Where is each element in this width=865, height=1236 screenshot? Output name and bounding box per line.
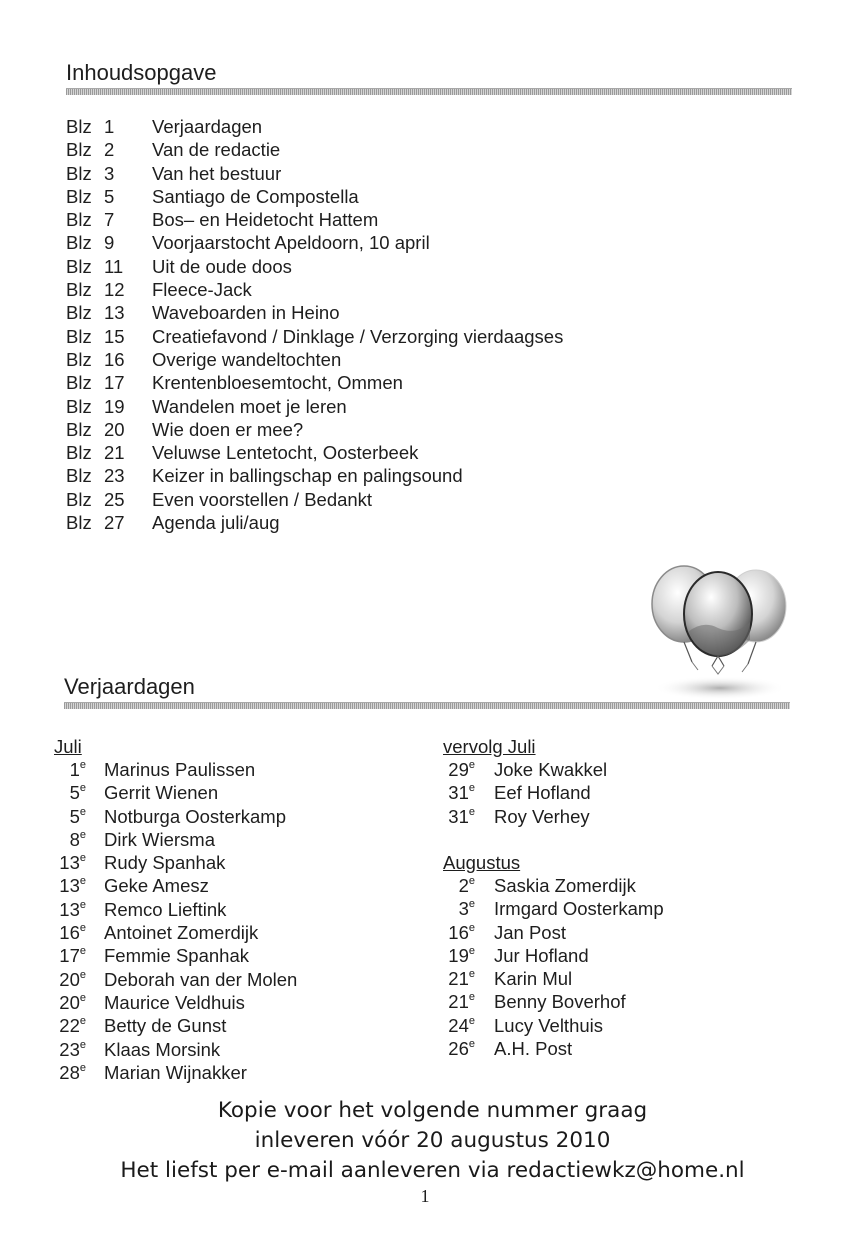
toc-entry-title: Creatiefavond / Dinklage / Verzorging vierdaagses [152, 325, 564, 347]
toc-entry-page: 1 [104, 116, 115, 137]
birthday-day: 17e [59, 945, 86, 967]
birthday-item [54, 828, 354, 851]
birthday-name: Roy Verhey [494, 805, 590, 827]
toc-entry-title: Krentenbloesemtocht, Ommen [152, 372, 403, 394]
toc-entry-blz: Blz [66, 185, 92, 207]
birthday-list-augustus [443, 874, 743, 1060]
toc-entry-blz: Blz [66, 348, 92, 370]
toc-entry-title: Agenda juli/aug [152, 512, 280, 534]
birthdays-heading-rule [64, 702, 790, 709]
birthday-day: 28e [59, 1061, 86, 1083]
birthday-item [54, 1038, 354, 1061]
day-suffix: e [79, 828, 86, 841]
day-suffix: e [79, 875, 86, 888]
toc-entry-title: Keizer in ballingschap en palingsound [152, 465, 463, 487]
toc-entry-blz: Blz [66, 442, 92, 464]
birthday-name: Benny Boverhof [494, 991, 626, 1013]
birthday-day: 21e [448, 968, 475, 990]
toc-entry-page: 19 [104, 395, 125, 417]
toc-entry-page: 25 [104, 488, 125, 510]
birthday-item [443, 805, 743, 828]
birthday-day: 16e [448, 921, 475, 943]
birthday-name: Eef Hofland [494, 782, 591, 804]
birthday-name: Klaas Morsink [104, 1038, 221, 1060]
toc-entry-page: 23 [104, 465, 125, 487]
birthday-day: 23e [59, 1038, 86, 1060]
birthday-day: 8e [69, 828, 86, 850]
day-suffix: e [79, 1061, 86, 1074]
toc-heading: Inhoudsopgave [66, 60, 217, 85]
birthday-day: 20e [59, 968, 86, 990]
month-label-vervolg-juli: vervolg Juli [443, 736, 536, 757]
toc-entry-title: Waveboarden in Heino [152, 302, 340, 324]
birthday-item [443, 758, 743, 781]
toc-entry-title: Van het bestuur [152, 162, 282, 184]
birthday-name: Irmgard Oosterkamp [494, 898, 664, 920]
birthday-name: Femmie Spanhak [104, 945, 249, 967]
birthday-day: 1e [69, 759, 86, 780]
day-suffix: e [79, 922, 86, 935]
birthday-name: Geke Amesz [104, 875, 209, 897]
birthday-name: Jur Hofland [494, 944, 589, 966]
toc-entry-title: Wie doen er mee? [152, 418, 304, 440]
toc-entry-blz: Blz [66, 162, 92, 184]
toc-entry-page: 9 [104, 232, 115, 254]
toc-entry-page: 13 [104, 302, 125, 324]
birthday-name: Jan Post [494, 921, 566, 943]
birthday-item [443, 897, 743, 920]
notice-line-3: Het liefst per e-mail aanleveren via redactiewkz@home.nl [120, 1158, 745, 1183]
toc-entry-title: Bos– en Heidetocht Hattem [152, 209, 379, 231]
day-suffix: e [468, 1038, 475, 1051]
birthday-item [443, 921, 743, 944]
toc-entry-blz: Blz [66, 488, 92, 510]
birthday-item [443, 1037, 743, 1060]
month-label-juli: Juli [54, 736, 82, 757]
birthday-item [54, 991, 354, 1014]
toc-entry-blz: Blz [66, 372, 92, 394]
toc-entry-page: 21 [104, 442, 125, 464]
birthday-item [54, 898, 354, 921]
toc-entry-blz: Blz [66, 232, 92, 254]
birthday-day: 13e [59, 875, 86, 897]
toc-entry-page: 27 [104, 512, 125, 534]
day-suffix: e [79, 898, 86, 911]
birthday-day: 31e [448, 805, 475, 827]
birthday-item [54, 921, 354, 944]
toc-entry-title: Even voorstellen / Bedankt [152, 488, 373, 510]
toc-entry-page: 15 [104, 325, 125, 347]
birthday-list-juli [54, 758, 354, 1084]
birthday-day: 22e [59, 1015, 86, 1037]
birthday-item [54, 758, 354, 781]
day-suffix: e [468, 759, 475, 771]
birthday-day: 21e [448, 991, 475, 1013]
birthday-name: Betty de Gunst [104, 1015, 227, 1037]
birthday-day: 24e [448, 1014, 475, 1036]
toc-entry-blz: Blz [66, 325, 92, 347]
day-suffix: e [79, 805, 86, 818]
notice-line-2: inleveren vóór 20 augustus 2010 [254, 1128, 611, 1153]
toc-entry-page: 17 [104, 372, 125, 394]
toc-entry-title: Verjaardagen [152, 116, 263, 137]
toc-entry-blz: Blz [66, 302, 92, 324]
birthday-name: Joke Kwakkel [494, 759, 608, 780]
day-suffix: e [468, 875, 475, 887]
day-suffix: e [468, 944, 475, 957]
toc-entry-page: 20 [104, 418, 125, 440]
balloons-icon [648, 562, 790, 702]
day-suffix: e [79, 759, 86, 771]
birthday-item [54, 805, 354, 828]
birthday-day: 16e [59, 922, 86, 944]
toc-heading-rule [66, 88, 792, 95]
birthday-name: Maurice Veldhuis [104, 991, 245, 1013]
birthday-item [54, 968, 354, 991]
day-suffix: e [79, 782, 86, 795]
toc-entry-blz: Blz [66, 209, 92, 231]
birthday-name: Remco Lieftink [104, 898, 227, 920]
day-suffix: e [468, 921, 475, 934]
day-suffix: e [468, 805, 475, 818]
toc-entry-title: Fleece-Jack [152, 279, 252, 301]
birthday-item [443, 1014, 743, 1037]
day-suffix: e [79, 1038, 86, 1051]
toc-entry-page: 5 [104, 185, 115, 207]
toc-entry-blz: Blz [66, 465, 92, 487]
toc-entry-page: 3 [104, 162, 115, 184]
birthday-item [54, 1061, 354, 1084]
toc-entry-blz: Blz [66, 279, 92, 301]
toc-entry-page: 2 [104, 139, 115, 161]
birthday-item [54, 874, 354, 897]
day-suffix: e [79, 991, 86, 1004]
birthday-name: Deborah van der Molen [104, 968, 298, 990]
day-suffix: e [468, 991, 475, 1004]
birthday-day: 13e [59, 898, 86, 920]
birthday-name: Marian Wijnakker [104, 1061, 247, 1083]
toc-entry-title: Wandelen moet je leren [152, 395, 347, 417]
birthday-item [443, 990, 743, 1013]
day-suffix: e [468, 782, 475, 795]
birthdays-heading: Verjaardagen [64, 674, 195, 699]
birthday-item [54, 944, 354, 967]
toc-entry-blz: Blz [66, 255, 92, 277]
toc-entry-blz: Blz [66, 139, 92, 161]
birthday-day: 29e [448, 759, 475, 780]
birthday-item [443, 874, 743, 897]
birthday-name: Antoinet Zomerdijk [104, 922, 259, 944]
birthday-day: 31e [448, 782, 475, 804]
toc-entry-title: Santiago de Compostella [152, 185, 359, 207]
toc-entry-page: 7 [104, 209, 115, 231]
birthday-item [443, 944, 743, 967]
birthday-name: Saskia Zomerdijk [494, 875, 636, 896]
birthday-day: 5e [69, 782, 86, 804]
toc-entry-blz: Blz [66, 418, 92, 440]
month-label-augustus: Augustus [443, 852, 521, 873]
birthday-name: Rudy Spanhak [104, 852, 226, 874]
birthday-day: 2e [458, 875, 475, 896]
toc-entry-title: Voorjaarstocht Apeldoorn, 10 april [152, 232, 430, 254]
birthday-day: 20e [59, 991, 86, 1013]
notice-line-1: Kopie voor het volgende nummer graag [217, 1098, 648, 1123]
birthday-name: A.H. Post [494, 1038, 573, 1060]
submission-notice [0, 1096, 865, 1186]
birthday-name: Notburga Oosterkamp [104, 805, 287, 827]
day-suffix: e [468, 898, 475, 911]
birthday-day: 3e [458, 898, 475, 920]
day-suffix: e [79, 852, 86, 865]
birthday-day: 19e [448, 944, 475, 966]
birthday-item [54, 851, 354, 874]
birthday-item [443, 781, 743, 804]
birthday-list-vervolg-juli [443, 758, 743, 828]
toc-entry-title: Overige wandeltochten [152, 348, 342, 370]
birthday-item [54, 1014, 354, 1037]
birthday-day: 13e [59, 852, 86, 874]
page-number: 1 [420, 1186, 430, 1206]
toc-entry-title: Uit de oude doos [152, 255, 292, 277]
day-suffix: e [79, 968, 86, 981]
birthday-name: Dirk Wiersma [104, 828, 215, 850]
birthday-item [54, 781, 354, 804]
day-suffix: e [79, 945, 86, 958]
toc-entry-page: 11 [104, 255, 124, 277]
birthday-day: 5e [69, 805, 86, 827]
toc-entry-page: 16 [104, 348, 125, 370]
toc-entry-title: Van de redactie [152, 139, 281, 161]
birthday-day: 26e [448, 1038, 475, 1060]
day-suffix: e [468, 968, 475, 981]
birthday-item [443, 967, 743, 990]
toc-entry-blz: Blz [66, 512, 92, 534]
birthday-name: Marinus Paulissen [104, 759, 256, 780]
toc-entry-blz: Blz [66, 395, 92, 417]
day-suffix: e [468, 1014, 475, 1027]
day-suffix: e [79, 1015, 86, 1028]
birthday-name: Gerrit Wienen [104, 782, 219, 804]
toc-entry-title: Veluwse Lentetocht, Oosterbeek [152, 442, 419, 464]
birthday-name: Karin Mul [494, 968, 573, 990]
toc-entry-blz: Blz [66, 116, 92, 137]
toc-entry-page: 12 [104, 279, 125, 301]
birthday-name: Lucy Velthuis [494, 1014, 604, 1036]
